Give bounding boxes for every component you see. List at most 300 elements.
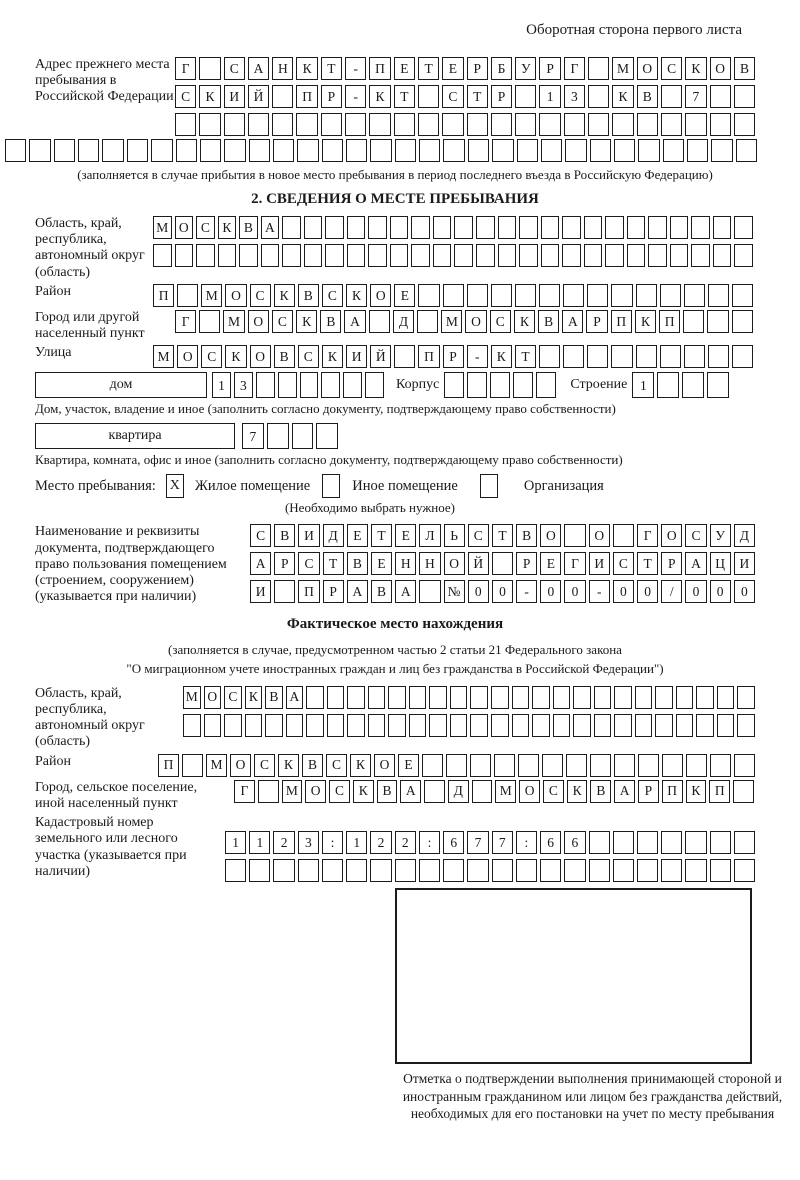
form-cell[interactable]: В bbox=[347, 552, 368, 575]
form-cell[interactable] bbox=[472, 780, 493, 803]
form-cell[interactable] bbox=[717, 714, 735, 737]
form-cell[interactable] bbox=[519, 244, 538, 267]
form-cell[interactable]: О bbox=[175, 216, 194, 239]
form-cell[interactable] bbox=[498, 244, 517, 267]
form-cell[interactable] bbox=[470, 754, 491, 777]
form-cell[interactable] bbox=[627, 244, 646, 267]
form-cell[interactable]: П bbox=[153, 284, 174, 307]
form-cell[interactable] bbox=[670, 216, 689, 239]
form-cell[interactable] bbox=[419, 139, 440, 162]
form-cell[interactable]: Й bbox=[468, 552, 489, 575]
form-cell[interactable]: Р bbox=[443, 345, 464, 368]
form-cell[interactable]: М bbox=[223, 310, 244, 333]
form-cell[interactable]: О bbox=[250, 345, 271, 368]
form-cell[interactable] bbox=[273, 859, 294, 882]
form-cell[interactable] bbox=[708, 345, 729, 368]
form-cell[interactable] bbox=[676, 714, 694, 737]
form-cell[interactable] bbox=[707, 310, 728, 333]
form-cell[interactable] bbox=[224, 139, 245, 162]
form-cell[interactable] bbox=[661, 859, 682, 882]
form-cell[interactable] bbox=[470, 686, 488, 709]
form-cell[interactable] bbox=[612, 113, 633, 136]
form-cell[interactable] bbox=[637, 113, 658, 136]
form-cell[interactable] bbox=[685, 859, 706, 882]
form-cell[interactable] bbox=[261, 244, 280, 267]
form-cell[interactable]: М bbox=[495, 780, 516, 803]
form-cell[interactable] bbox=[454, 244, 473, 267]
form-cell[interactable]: М bbox=[153, 216, 172, 239]
form-cell[interactable]: С bbox=[442, 85, 463, 108]
form-cell[interactable] bbox=[450, 686, 468, 709]
form-cell[interactable]: О bbox=[374, 754, 395, 777]
form-cell[interactable] bbox=[737, 686, 755, 709]
form-cell[interactable]: С bbox=[298, 345, 319, 368]
form-cell[interactable]: 0 bbox=[564, 580, 585, 603]
form-cell[interactable] bbox=[347, 216, 366, 239]
form-cell[interactable] bbox=[613, 859, 634, 882]
form-cell[interactable]: О bbox=[225, 284, 246, 307]
form-cell[interactable] bbox=[395, 139, 416, 162]
form-cell[interactable] bbox=[613, 524, 634, 547]
form-cell[interactable]: П bbox=[659, 310, 680, 333]
form-cell[interactable]: Т bbox=[418, 57, 439, 80]
form-cell[interactable] bbox=[565, 139, 586, 162]
form-cell[interactable]: С bbox=[298, 552, 319, 575]
form-cell[interactable] bbox=[225, 859, 246, 882]
form-cell[interactable]: Е bbox=[347, 524, 368, 547]
form-cell[interactable]: М bbox=[206, 754, 227, 777]
form-cell[interactable] bbox=[419, 580, 440, 603]
form-cell[interactable] bbox=[605, 216, 624, 239]
form-cell[interactable]: Д bbox=[393, 310, 414, 333]
form-cell[interactable]: П bbox=[298, 580, 319, 603]
form-cell[interactable] bbox=[272, 85, 293, 108]
form-cell[interactable]: И bbox=[298, 524, 319, 547]
form-cell[interactable]: - bbox=[345, 85, 366, 108]
form-cell[interactable] bbox=[637, 831, 658, 854]
stay-checkbox-residential[interactable]: X bbox=[166, 474, 184, 498]
form-cell[interactable]: П bbox=[418, 345, 439, 368]
form-cell[interactable] bbox=[684, 345, 705, 368]
form-cell[interactable] bbox=[468, 139, 489, 162]
form-cell[interactable] bbox=[696, 686, 714, 709]
form-cell[interactable] bbox=[587, 284, 608, 307]
form-cell[interactable]: П bbox=[158, 754, 179, 777]
form-cell[interactable]: 2 bbox=[273, 831, 294, 854]
form-cell[interactable] bbox=[736, 139, 757, 162]
form-cell[interactable]: И bbox=[346, 345, 367, 368]
form-cell[interactable] bbox=[422, 754, 443, 777]
form-cell[interactable]: С bbox=[254, 754, 275, 777]
form-cell[interactable] bbox=[316, 423, 338, 449]
form-cell[interactable]: М bbox=[183, 686, 201, 709]
form-cell[interactable]: Г bbox=[175, 310, 196, 333]
form-cell[interactable] bbox=[515, 85, 536, 108]
form-cell[interactable] bbox=[655, 714, 673, 737]
form-cell[interactable] bbox=[614, 714, 632, 737]
form-cell[interactable]: Р bbox=[491, 85, 512, 108]
form-cell[interactable]: В bbox=[265, 686, 283, 709]
stay-checkbox-other[interactable] bbox=[322, 474, 340, 498]
form-cell[interactable] bbox=[304, 244, 323, 267]
form-cell[interactable]: В bbox=[274, 524, 295, 547]
form-cell[interactable] bbox=[424, 780, 445, 803]
form-cell[interactable]: Е bbox=[395, 524, 416, 547]
form-cell[interactable] bbox=[282, 216, 301, 239]
form-cell[interactable] bbox=[388, 686, 406, 709]
form-cell[interactable]: 1 bbox=[225, 831, 246, 854]
form-cell[interactable] bbox=[296, 113, 317, 136]
form-cell[interactable]: О bbox=[637, 57, 658, 80]
form-cell[interactable] bbox=[442, 113, 463, 136]
form-cell[interactable] bbox=[151, 139, 172, 162]
form-cell[interactable] bbox=[491, 686, 509, 709]
form-cell[interactable] bbox=[476, 244, 495, 267]
form-cell[interactable] bbox=[683, 310, 704, 333]
form-cell[interactable]: К bbox=[245, 686, 263, 709]
form-cell[interactable]: С bbox=[175, 85, 196, 108]
form-cell[interactable] bbox=[176, 139, 197, 162]
form-cell[interactable] bbox=[433, 216, 452, 239]
form-cell[interactable]: У bbox=[515, 57, 536, 80]
form-cell[interactable] bbox=[588, 57, 609, 80]
form-cell[interactable] bbox=[297, 139, 318, 162]
form-cell[interactable]: В bbox=[371, 580, 392, 603]
form-cell[interactable]: 0 bbox=[540, 580, 561, 603]
form-cell[interactable]: Т bbox=[323, 552, 344, 575]
form-cell[interactable] bbox=[346, 139, 367, 162]
form-cell[interactable] bbox=[584, 216, 603, 239]
form-cell[interactable] bbox=[670, 244, 689, 267]
form-cell[interactable]: К bbox=[199, 85, 220, 108]
form-cell[interactable] bbox=[418, 284, 439, 307]
form-cell[interactable]: Т bbox=[394, 85, 415, 108]
form-cell[interactable]: О bbox=[444, 552, 465, 575]
form-cell[interactable] bbox=[638, 139, 659, 162]
form-cell[interactable]: В bbox=[320, 310, 341, 333]
form-cell[interactable] bbox=[443, 859, 464, 882]
form-cell[interactable] bbox=[637, 859, 658, 882]
form-cell[interactable] bbox=[589, 859, 610, 882]
form-cell[interactable] bbox=[390, 244, 409, 267]
form-cell[interactable] bbox=[655, 686, 673, 709]
form-cell[interactable]: Й bbox=[248, 85, 269, 108]
form-cell[interactable]: - bbox=[516, 580, 537, 603]
form-cell[interactable]: 3 bbox=[298, 831, 319, 854]
form-cell[interactable] bbox=[274, 580, 295, 603]
form-cell[interactable] bbox=[370, 139, 391, 162]
form-cell[interactable] bbox=[450, 714, 468, 737]
form-cell[interactable]: Ц bbox=[710, 552, 731, 575]
form-cell[interactable] bbox=[304, 216, 323, 239]
form-cell[interactable]: Д bbox=[448, 780, 469, 803]
form-cell[interactable]: К bbox=[491, 345, 512, 368]
form-cell[interactable]: А bbox=[248, 57, 269, 80]
form-cell[interactable] bbox=[369, 310, 390, 333]
form-cell[interactable]: М bbox=[282, 780, 303, 803]
form-cell[interactable]: А bbox=[286, 686, 304, 709]
form-cell[interactable] bbox=[347, 244, 366, 267]
form-cell[interactable]: Р bbox=[321, 85, 342, 108]
form-cell[interactable] bbox=[265, 714, 283, 737]
form-cell[interactable] bbox=[512, 714, 530, 737]
form-cell[interactable]: В bbox=[590, 780, 611, 803]
form-cell[interactable] bbox=[322, 859, 343, 882]
form-cell[interactable] bbox=[562, 244, 581, 267]
form-cell[interactable] bbox=[272, 113, 293, 136]
form-cell[interactable] bbox=[711, 139, 732, 162]
form-cell[interactable] bbox=[417, 310, 438, 333]
form-cell[interactable]: С bbox=[326, 754, 347, 777]
form-cell[interactable]: В bbox=[734, 57, 755, 80]
form-cell[interactable]: 1 bbox=[212, 372, 231, 398]
form-cell[interactable]: С bbox=[196, 216, 215, 239]
form-cell[interactable] bbox=[409, 686, 427, 709]
form-cell[interactable]: 0 bbox=[734, 580, 755, 603]
form-cell[interactable]: 3 bbox=[234, 372, 253, 398]
form-cell[interactable] bbox=[713, 216, 732, 239]
form-cell[interactable]: К bbox=[322, 345, 343, 368]
form-cell[interactable] bbox=[515, 113, 536, 136]
form-cell[interactable]: С bbox=[224, 686, 242, 709]
form-cell[interactable] bbox=[662, 754, 683, 777]
form-cell[interactable]: Е bbox=[442, 57, 463, 80]
form-cell[interactable] bbox=[682, 372, 704, 398]
form-cell[interactable] bbox=[467, 284, 488, 307]
form-cell[interactable]: С bbox=[490, 310, 511, 333]
form-cell[interactable]: С bbox=[250, 524, 271, 547]
form-cell[interactable] bbox=[661, 113, 682, 136]
form-cell[interactable] bbox=[515, 284, 536, 307]
stay-checkbox-organization[interactable] bbox=[480, 474, 498, 498]
form-cell[interactable]: 1 bbox=[539, 85, 560, 108]
form-cell[interactable] bbox=[347, 714, 365, 737]
form-cell[interactable] bbox=[696, 714, 714, 737]
form-cell[interactable]: О bbox=[248, 310, 269, 333]
form-cell[interactable] bbox=[390, 216, 409, 239]
form-cell[interactable] bbox=[248, 113, 269, 136]
form-cell[interactable] bbox=[636, 284, 657, 307]
form-cell[interactable] bbox=[657, 372, 679, 398]
form-cell[interactable] bbox=[292, 423, 314, 449]
form-cell[interactable] bbox=[491, 113, 512, 136]
form-cell[interactable]: Г bbox=[564, 552, 585, 575]
form-cell[interactable] bbox=[685, 831, 706, 854]
form-cell[interactable]: С bbox=[322, 284, 343, 307]
form-cell[interactable]: К bbox=[514, 310, 535, 333]
form-cell[interactable] bbox=[562, 216, 581, 239]
form-cell[interactable] bbox=[491, 714, 509, 737]
form-cell[interactable]: К bbox=[686, 780, 707, 803]
form-cell[interactable] bbox=[278, 372, 297, 398]
form-cell[interactable] bbox=[635, 686, 653, 709]
form-cell[interactable] bbox=[394, 345, 415, 368]
form-cell[interactable] bbox=[182, 754, 203, 777]
form-cell[interactable]: И bbox=[250, 580, 271, 603]
form-cell[interactable]: Т bbox=[321, 57, 342, 80]
form-cell[interactable] bbox=[418, 113, 439, 136]
form-cell[interactable]: О bbox=[177, 345, 198, 368]
form-cell[interactable] bbox=[539, 284, 560, 307]
form-cell[interactable] bbox=[370, 859, 391, 882]
form-cell[interactable] bbox=[322, 139, 343, 162]
form-cell[interactable] bbox=[691, 244, 710, 267]
form-cell[interactable]: 0 bbox=[492, 580, 513, 603]
form-cell[interactable] bbox=[517, 139, 538, 162]
form-cell[interactable] bbox=[605, 244, 624, 267]
form-cell[interactable]: : bbox=[516, 831, 537, 854]
form-cell[interactable]: М bbox=[441, 310, 462, 333]
form-cell[interactable] bbox=[587, 345, 608, 368]
form-cell[interactable] bbox=[199, 57, 220, 80]
form-cell[interactable]: 1 bbox=[346, 831, 367, 854]
form-cell[interactable]: А bbox=[347, 580, 368, 603]
form-cell[interactable] bbox=[594, 686, 612, 709]
form-cell[interactable]: В bbox=[516, 524, 537, 547]
form-cell[interactable] bbox=[199, 113, 220, 136]
form-cell[interactable] bbox=[102, 139, 123, 162]
form-cell[interactable] bbox=[710, 754, 731, 777]
form-cell[interactable]: А bbox=[261, 216, 280, 239]
form-cell[interactable] bbox=[660, 284, 681, 307]
form-cell[interactable]: Б bbox=[491, 57, 512, 80]
form-cell[interactable] bbox=[512, 686, 530, 709]
form-cell[interactable] bbox=[368, 686, 386, 709]
form-cell[interactable] bbox=[710, 831, 731, 854]
form-cell[interactable] bbox=[346, 859, 367, 882]
form-cell[interactable]: Н bbox=[419, 552, 440, 575]
form-cell[interactable]: Е bbox=[394, 57, 415, 80]
form-cell[interactable] bbox=[325, 244, 344, 267]
form-cell[interactable] bbox=[732, 310, 753, 333]
form-cell[interactable] bbox=[204, 714, 222, 737]
form-cell[interactable] bbox=[492, 552, 513, 575]
form-cell[interactable] bbox=[54, 139, 75, 162]
form-cell[interactable] bbox=[394, 113, 415, 136]
form-cell[interactable]: С bbox=[201, 345, 222, 368]
form-cell[interactable]: С bbox=[224, 57, 245, 80]
form-cell[interactable] bbox=[708, 284, 729, 307]
form-cell[interactable] bbox=[395, 859, 416, 882]
form-cell[interactable]: В bbox=[302, 754, 323, 777]
form-cell[interactable]: В bbox=[298, 284, 319, 307]
form-cell[interactable]: О bbox=[519, 780, 540, 803]
form-cell[interactable] bbox=[648, 216, 667, 239]
form-cell[interactable]: В bbox=[637, 85, 658, 108]
form-cell[interactable] bbox=[685, 113, 706, 136]
form-cell[interactable]: Н bbox=[272, 57, 293, 80]
form-cell[interactable] bbox=[443, 139, 464, 162]
form-cell[interactable]: 7 bbox=[492, 831, 513, 854]
form-cell[interactable] bbox=[564, 524, 585, 547]
form-cell[interactable] bbox=[627, 216, 646, 239]
form-cell[interactable]: О bbox=[204, 686, 222, 709]
form-cell[interactable]: О bbox=[661, 524, 682, 547]
form-cell[interactable] bbox=[564, 113, 585, 136]
form-cell[interactable]: Т bbox=[515, 345, 536, 368]
form-cell[interactable]: С bbox=[613, 552, 634, 575]
form-cell[interactable]: Е bbox=[394, 284, 415, 307]
form-cell[interactable] bbox=[564, 859, 585, 882]
form-cell[interactable] bbox=[691, 216, 710, 239]
form-cell[interactable] bbox=[611, 284, 632, 307]
form-cell[interactable] bbox=[611, 345, 632, 368]
form-cell[interactable] bbox=[256, 372, 275, 398]
form-cell[interactable] bbox=[249, 859, 270, 882]
form-cell[interactable] bbox=[470, 714, 488, 737]
form-cell[interactable]: В bbox=[538, 310, 559, 333]
form-cell[interactable] bbox=[494, 754, 515, 777]
form-cell[interactable] bbox=[588, 85, 609, 108]
form-cell[interactable] bbox=[467, 372, 487, 398]
form-cell[interactable]: 3 bbox=[564, 85, 585, 108]
form-cell[interactable] bbox=[563, 345, 584, 368]
form-cell[interactable] bbox=[175, 244, 194, 267]
form-cell[interactable]: Е bbox=[371, 552, 392, 575]
form-cell[interactable]: Р bbox=[516, 552, 537, 575]
form-cell[interactable] bbox=[476, 216, 495, 239]
form-cell[interactable]: Т bbox=[492, 524, 513, 547]
form-cell[interactable]: К bbox=[369, 85, 390, 108]
form-cell[interactable]: Д bbox=[323, 524, 344, 547]
form-cell[interactable] bbox=[590, 139, 611, 162]
form-cell[interactable] bbox=[327, 686, 345, 709]
form-cell[interactable] bbox=[573, 714, 591, 737]
form-cell[interactable] bbox=[710, 85, 731, 108]
form-cell[interactable] bbox=[258, 780, 279, 803]
form-cell[interactable] bbox=[542, 754, 563, 777]
form-cell[interactable]: 0 bbox=[613, 580, 634, 603]
form-cell[interactable] bbox=[369, 113, 390, 136]
form-cell[interactable]: В bbox=[377, 780, 398, 803]
form-cell[interactable]: К bbox=[635, 310, 656, 333]
form-cell[interactable]: Й bbox=[370, 345, 391, 368]
form-cell[interactable] bbox=[732, 345, 753, 368]
form-cell[interactable]: 6 bbox=[443, 831, 464, 854]
form-cell[interactable]: А bbox=[400, 780, 421, 803]
form-cell[interactable] bbox=[519, 216, 538, 239]
form-cell[interactable]: Р bbox=[638, 780, 659, 803]
form-cell[interactable]: М bbox=[612, 57, 633, 80]
form-cell[interactable] bbox=[492, 139, 513, 162]
form-cell[interactable]: Р bbox=[323, 580, 344, 603]
form-cell[interactable] bbox=[368, 216, 387, 239]
form-cell[interactable] bbox=[446, 754, 467, 777]
form-cell[interactable] bbox=[589, 831, 610, 854]
form-cell[interactable] bbox=[368, 244, 387, 267]
form-cell[interactable]: А bbox=[395, 580, 416, 603]
form-cell[interactable] bbox=[433, 244, 452, 267]
form-cell[interactable]: Г bbox=[564, 57, 585, 80]
form-cell[interactable] bbox=[491, 284, 512, 307]
form-cell[interactable] bbox=[467, 859, 488, 882]
form-cell[interactable] bbox=[443, 284, 464, 307]
form-cell[interactable] bbox=[419, 859, 440, 882]
form-cell[interactable] bbox=[613, 831, 634, 854]
form-cell[interactable] bbox=[267, 423, 289, 449]
form-cell[interactable] bbox=[516, 859, 537, 882]
form-cell[interactable]: Е bbox=[398, 754, 419, 777]
form-cell[interactable] bbox=[614, 686, 632, 709]
form-cell[interactable] bbox=[454, 216, 473, 239]
form-cell[interactable]: Р bbox=[467, 57, 488, 80]
form-cell[interactable] bbox=[224, 714, 242, 737]
form-cell[interactable]: Т bbox=[371, 524, 392, 547]
form-cell[interactable] bbox=[347, 686, 365, 709]
form-cell[interactable] bbox=[541, 139, 562, 162]
form-cell[interactable]: С bbox=[685, 524, 706, 547]
form-cell[interactable]: О bbox=[589, 524, 610, 547]
